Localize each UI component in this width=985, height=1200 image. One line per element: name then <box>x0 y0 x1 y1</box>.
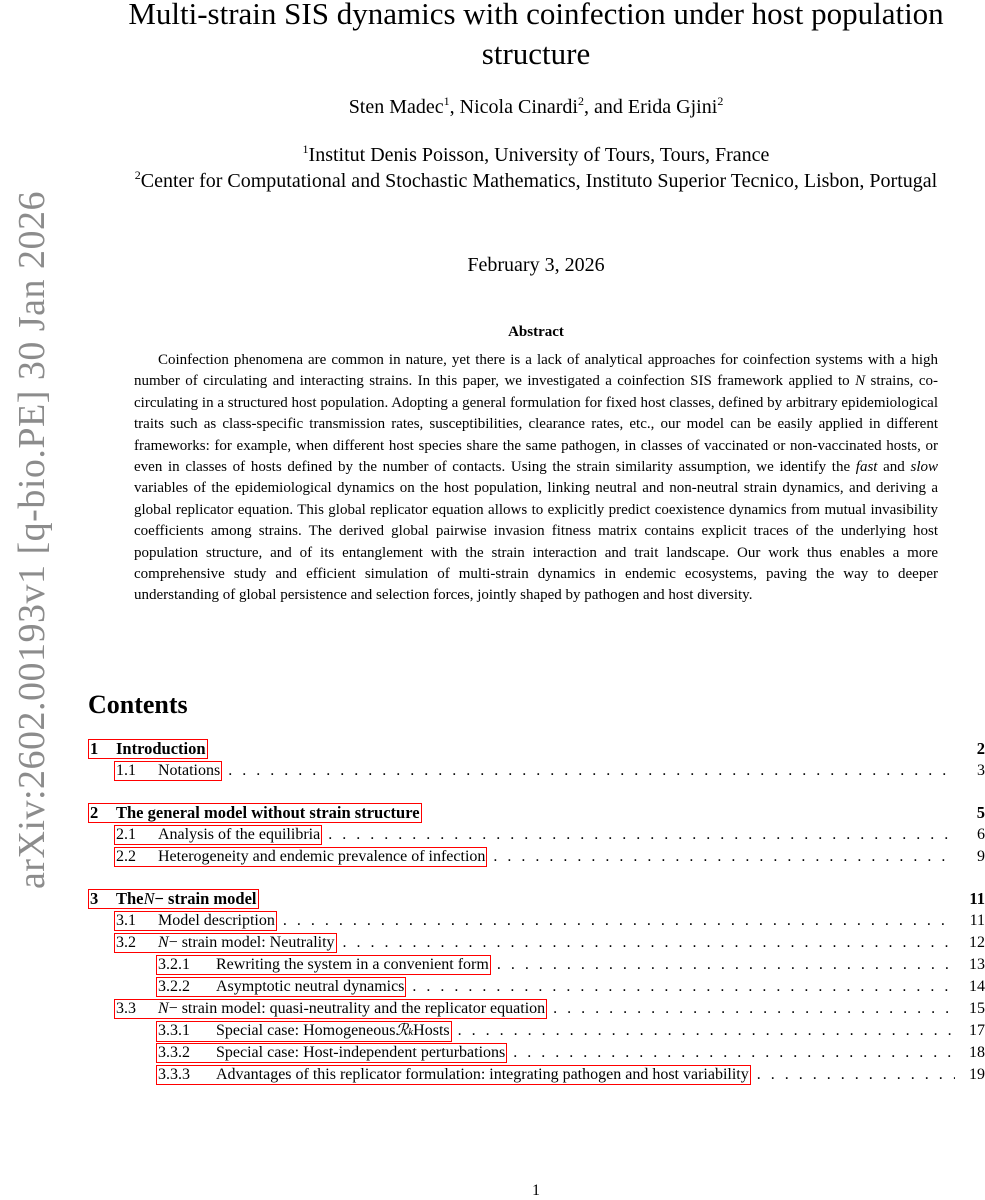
toc-link-equilibria[interactable] <box>114 825 322 845</box>
affil-mark: 2 <box>134 168 141 182</box>
toc-title: Special case: Homogeneous <box>216 1022 396 1039</box>
abstract-text: Coinfection phenomena are common in nature, yet there is a lack of analytical approaches for coinfection systems with a high number of circulating and interacting strains. In this paper, we investigated a coinfection SIS framework applied to <box>134 352 938 390</box>
toc-link-host-independent[interactable] <box>156 1043 507 1063</box>
toc-subsubsection-asymptotic <box>88 976 985 998</box>
toc-number: 3 <box>90 889 99 908</box>
author-list: Sten Madec$^1$, Nicola Cinardi$^2$, and Erida Gjini$^2$ <box>348 94 724 118</box>
toc-number: 3.2.2 <box>158 978 190 995</box>
affiliations <box>88 142 984 194</box>
math-n: N <box>143 889 155 908</box>
math-n: N <box>855 373 866 390</box>
toc-subsection-notations <box>88 760 985 782</box>
toc-page: 9 <box>977 848 985 865</box>
toc-title: − strain model: Neutrality <box>168 934 335 951</box>
affiliation <box>88 168 984 194</box>
toc-link-heterogeneity[interactable] <box>114 847 487 867</box>
toc-link-advantages[interactable] <box>156 1065 751 1085</box>
toc-number: 2.1 <box>116 826 136 843</box>
toc-link-introduction[interactable] <box>88 739 208 759</box>
toc-link-asymptotic[interactable] <box>156 977 406 997</box>
toc-leader-dots <box>452 1020 955 1042</box>
toc-link-neutrality[interactable] <box>114 933 337 953</box>
toc-link-n-strain-model[interactable] <box>88 889 259 909</box>
affil-mark: 1 <box>302 142 309 156</box>
toc-leader-dots <box>547 998 955 1020</box>
toc-leader-dots <box>491 954 955 976</box>
abstract-text: and <box>877 459 911 476</box>
math-subscript-k: k <box>408 1026 414 1038</box>
affiliation-text: Center for Computational and Stochastic Mathematics, Instituto Superior Tecnico, Lisbon, Portugal <box>140 170 938 192</box>
toc-page: 13 <box>969 956 985 973</box>
toc-number: 3.3 <box>116 1000 136 1017</box>
toc-title: − strain model <box>154 889 257 908</box>
page-number: 1 <box>532 1182 540 1199</box>
paper-title: Multi-strain SIS dynamics with coinfection under host population structure <box>128 0 944 71</box>
toc-leader-dots <box>487 846 955 868</box>
toc-number: 2.2 <box>116 848 136 865</box>
toc-page: 3 <box>977 762 985 779</box>
abstract-heading: Abstract <box>508 324 564 340</box>
toc-page: 6 <box>977 826 985 843</box>
toc-title: The general model without strain structure <box>116 803 420 822</box>
author-name: Erida Gjini <box>627 96 718 118</box>
toc-subsubsection-host-independent <box>88 1042 985 1064</box>
contents-heading: Contents <box>88 690 188 719</box>
toc-title: Advantages of this replicator formulation: integrating pathogen and host variability <box>216 1066 749 1083</box>
toc-page: 12 <box>969 934 985 951</box>
toc-number: 1 <box>90 739 99 758</box>
toc-title: Analysis of the equilibria <box>158 826 321 843</box>
toc-number: 3.3.3 <box>158 1066 190 1083</box>
toc-number: 3.2 <box>116 934 136 951</box>
toc-title: Model description <box>158 912 275 929</box>
toc-title: Special case: Host-independent perturbations <box>216 1044 506 1061</box>
toc-number: 1.1 <box>116 762 136 779</box>
emph-fast: fast <box>855 459 878 476</box>
toc-section-general-model <box>88 802 985 824</box>
toc-leader-dots <box>406 976 955 998</box>
toc-link-rewriting[interactable] <box>156 955 491 975</box>
toc-leader-dots <box>277 910 955 932</box>
toc-page: 14 <box>969 978 985 995</box>
abstract-text: variables of the epidemiological dynamics on the host population, linking neutral and non-neutral strain dynamics, and deriving a global replicator equation. This global replicator equation allows to explicitly predict coexistence dynamics from mutual invasibility coefficients among strains. The derived global pairwise invasion fitness matrix contains explicit traces of the underlying host population structure, and of its entanglement with the strain interaction and trait landscape. Our work thus enables a more comprehensive study and efficient simulation of multi-strain dynamics in endemic ecosystems, paving the way to deeper understanding of global persistence and selection forces, jointly shaped by pathogen and host diversity. <box>134 480 938 604</box>
toc-link-quasi-neutrality[interactable] <box>114 999 547 1019</box>
math-n: N <box>158 934 169 951</box>
toc-page: 15 <box>969 1000 985 1017</box>
math-n: N <box>158 1000 169 1017</box>
toc-title: Hosts <box>413 1022 450 1039</box>
toc-page: 19 <box>969 1066 985 1083</box>
toc-subsection-model-description <box>88 910 985 932</box>
toc-number: 3.3.1 <box>158 1022 190 1039</box>
toc-subsection-quasi-neutrality <box>88 998 985 1020</box>
toc-link-general-model[interactable] <box>88 803 422 823</box>
toc-title: Notations <box>158 762 221 779</box>
toc-subsubsection-rewriting <box>88 954 985 976</box>
toc-number: 3.3.2 <box>158 1044 190 1061</box>
toc-leader-dots <box>322 824 955 846</box>
toc-section-introduction <box>88 738 985 760</box>
toc-subsection-equilibria <box>88 824 985 846</box>
toc-leader-dots <box>507 1042 955 1064</box>
toc-number: 3.1 <box>116 912 136 929</box>
toc-title: − strain model: quasi-neutrality and the replicator equation <box>168 1000 546 1017</box>
toc-number: 2 <box>90 803 99 822</box>
toc-page: 2 <box>976 739 985 758</box>
math-r: ℛ <box>395 1022 409 1039</box>
author-affil-mark: 2 <box>577 94 584 108</box>
toc-title: Introduction <box>116 739 206 758</box>
toc-page: 5 <box>976 803 985 822</box>
toc-section-n-strain-model <box>88 888 985 910</box>
table-of-contents <box>88 738 985 1086</box>
toc-subsubsection-advantages <box>88 1064 985 1086</box>
toc-title: Asymptotic neutral dynamics <box>216 978 405 995</box>
toc-link-homogeneous[interactable] <box>156 1021 452 1042</box>
emph-slow: slow <box>910 459 938 476</box>
author-name: Sten Madec <box>348 96 444 118</box>
toc-subsection-heterogeneity <box>88 846 985 868</box>
toc-leader-dots <box>751 1064 955 1086</box>
toc-link-model-description[interactable] <box>114 911 277 931</box>
toc-leader-dots <box>337 932 955 954</box>
affiliation-text: Institut Denis Poisson, University of Tours, Tours, France <box>308 144 770 166</box>
author-affil-mark: 2 <box>717 94 724 108</box>
toc-subsection-neutrality <box>88 932 985 954</box>
author-affil-mark: 1 <box>443 94 450 108</box>
toc-page: 18 <box>969 1044 985 1061</box>
toc-title: The <box>116 889 144 908</box>
affiliation <box>88 142 984 168</box>
author-name: Nicola Cinardi <box>459 96 578 118</box>
toc-leader-dots <box>222 760 955 782</box>
toc-title: Heterogeneity and endemic prevalence of infection <box>158 848 486 865</box>
paper-date: February 3, 2026 <box>467 254 605 276</box>
toc-number: 3.2.1 <box>158 956 190 973</box>
abstract-body <box>134 350 938 607</box>
toc-title: Rewriting the system in a convenient form <box>216 956 489 973</box>
toc-page: 11 <box>969 889 985 908</box>
toc-page: 17 <box>969 1022 985 1039</box>
arxiv-side-stamp: arXiv:2602.00193v1 [q-bio.PE] 30 Jan 2026 <box>11 190 53 890</box>
toc-link-notations[interactable] <box>114 761 222 781</box>
toc-subsubsection-homogeneous <box>88 1020 985 1042</box>
toc-page: 11 <box>969 912 985 929</box>
abstract-text: strains, co-circulating in a structured host population. Adopting a general formulation for fixed host classes, defined by arbitrary epidemiological traits such as class-specific transmission rates, susceptibilities, clearance rates, etc., our model can be easily applied in different frameworks: for example, when different host species share the same pathogen, in classes of vaccinated or non-vaccinated hosts, or even in classes of hosts defined by the number of contacts. Using the strain similarity assumption, we identify the <box>134 373 938 476</box>
